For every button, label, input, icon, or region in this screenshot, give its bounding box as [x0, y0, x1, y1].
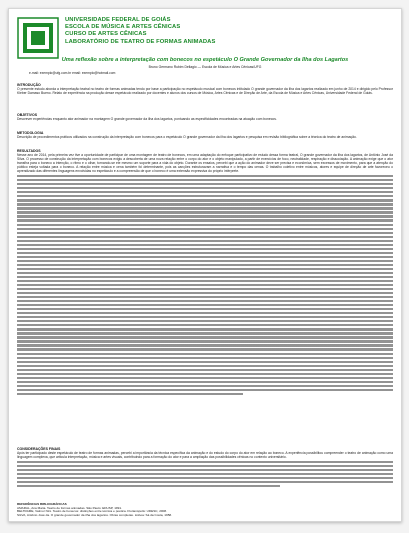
section-title-introduction: INTRODUÇÃO: [17, 83, 41, 87]
section-text-objectives: Descrever experiências enquanto ator animador na montagem O grande governador da ilha dos lagartos, pontuando as especificidades encontradas na atuação com bonecos.: [17, 117, 277, 122]
institution-header: [65, 17, 385, 46]
section-methodology: [17, 131, 393, 139]
reference-item: SILVA, Antônio José da. O grande governador da ilha dos lagartos. Obras completas. Lisboa: Sá da Costa, 1958.: [17, 513, 173, 518]
section-title-methodology: METODOLOGIA: [17, 131, 44, 135]
reference-item: BELTRAME, Valmor Níni. Teatro de bonecos: distinções entre técnica e poética. Florianópolis: UDESC, 2008.: [17, 509, 167, 514]
references-title: REFERÊNCIAS BIBLIOGRÁFICAS: [17, 502, 67, 506]
results-body-text-lines: [17, 175, 393, 395]
section-objectives: [17, 113, 393, 121]
section-text-final-considerations: Após ter participado deste espetáculo de teatro de formas animadas, percebi a importância da técnica específica da animação e do estudo do corpo do ator em relação ao boneco. A experiência possibilitou compreender o teatro de animação como uma linguagem complexa, que articula interpretação, música e artes visuais, contribuindo para a formação do ator e para a ampliação das possibilidades cênicas no contexto universitário.: [17, 451, 393, 460]
poster-emails: e-mail: exemplo@ufg.com.br email: exemplo@hotmail.com: [29, 71, 116, 75]
references: [17, 503, 393, 518]
section-title-results: RESULTADOS: [17, 149, 41, 153]
section-introduction: [17, 83, 393, 95]
section-text-methodology: Descrição de procedimentos práticos utilizados na construção da interpretação com bonecos para o espetáculo O grande governador da ilha dos lagartos e pesquisa em revisão bibliográfica sobre a técnica do teatro de animação.: [17, 135, 357, 140]
header-line-lab: LABORATÓRIO DE TEATRO DE FORMAS ANIMADAS: [65, 38, 216, 45]
poster-authors: Bruno Germano Rubim Dellagio — Escola de Música e Artes Cênicas/UFG: [148, 65, 262, 69]
poster-title: Uma reflexão sobre a interpretação com bonecos no espetáculo O Grande Governador da Ilha dos Lagartos: [61, 57, 349, 63]
university-seal-icon: [16, 16, 60, 60]
section-results: [17, 149, 393, 397]
section-text-introduction: O presente estudo aborda a interpretação teatral no teatro de formas animadas tendo por base a participação no espetáculo musical com bonecos intitulado O grande governador da ilha dos lagartos realizado em junho de 2014 e dirigido pelo Professor Kleber Damaso Bueno. Relato de experiência na produção desse espetáculo realizado por docentes e alunos dos cursos de Música, Artes Cênicas e de Direção de Arte, da Escola de Música e Artes Cênicas, Universidade Federal de Goiás.: [17, 87, 393, 96]
section-title-final-considerations: CONSIDERAÇÕES FINAIS: [17, 447, 61, 451]
header-line-university: UNIVERSIDADE FEDERAL DE GOIÁS: [65, 17, 171, 23]
section-final-considerations: [17, 447, 393, 489]
reference-item: AMARAL, Ana Maria. Teatro de formas animadas. São Paulo: EDUSP, 1991.: [17, 505, 122, 510]
section-title-objectives: OBJETIVOS: [17, 113, 38, 117]
final-considerations-text-lines: [17, 461, 393, 487]
section-text-results: Nesse ano de 2014, pela primeira vez tive a oportunidade de participar de uma montagem de teatro de bonecos, em uma adaptação do enfoque participativo de estudo dessa forma teatral, O grande governador da ilha dos lagartos, de Antônio José da Silva. O processo de construção da interpretação com bonecos exigiu a descoberta de uma nova relação entre o corpo do ator e o objeto manipulado, a partir de exercícios de foco, neutralidade, respiração e dissociação. A animação exige que o ator transfira para o boneco a intenção, o ritmo e o olhar, tornando-se ele mesmo um suporte para a vida do objeto. Durante os ensaios, percebi que a ação do animador deve ser precisa e econômica, sem excessos de movimento, para que a atenção do público esteja voltada para o boneco. A relação entre música e cena também foi determinante, pois as canções estruturavam a narrativa e o tempo das cenas. O trabalho coletivo entre músicos, atores e equipe de direção de arte favoreceu o aprendizado das diferentes linguagens envolvidas no espetáculo e a compreensão de que o boneco é uma extensão expressiva do próprio intérprete.: [17, 153, 393, 174]
poster-page: [8, 8, 402, 522]
header-line-school: ESCOLA DE MÚSICA E ARTES CÊNICAS: [65, 24, 181, 31]
header-line-course: CURSO DE ARTES CÊNICAS: [65, 31, 147, 38]
